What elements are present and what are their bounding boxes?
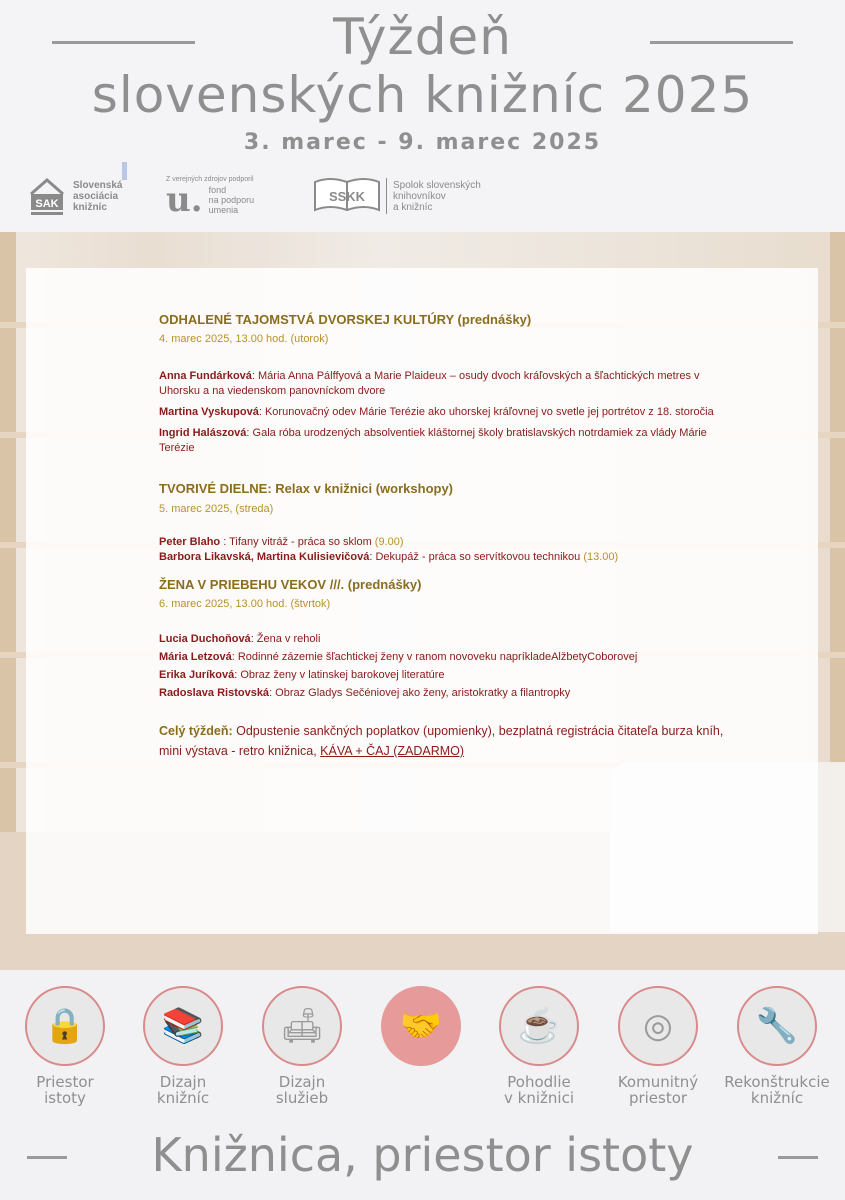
icon-label-renovation: Rekonštrukcie knižníc: [724, 1073, 830, 1107]
lecture-item: Erika Juríková: Obraz ženy v latinskej barokovej literatúre: [159, 669, 445, 681]
lecture-item: Ingrid Halászová: Gala róba urodzených absolventiek kláštornej školy bratislavských notrdamiek za vlády Márie Terézie: [159, 427, 707, 454]
fpu-logo: [166, 176, 255, 220]
sak-text-2: asociácia: [73, 190, 119, 202]
library-interior-icon: 📚: [143, 986, 223, 1066]
fpu-mark: u.: [166, 180, 203, 220]
renovation-icon: 🔧: [737, 986, 817, 1066]
fpu-top-text: Z verejných zdrojov podporil: [166, 176, 254, 183]
title-line2: slovenských knižníc 2025: [91, 66, 754, 124]
sak-mark: SAK: [35, 198, 59, 210]
lecture-item: Lucia Duchoňová: Žena v reholi: [159, 633, 321, 645]
sskk-book-icon: [312, 176, 382, 216]
workshop-item: Barbora Likavská, Martina Kulisievičová: Dekupáž - práca so servítkovou technikou (13.00): [159, 551, 619, 563]
lecture-item: Mária Letzová: Rodinné zázemie šľachtickej ženy v ranom novoveku napríkladeAlžbetyCoborovej: [159, 651, 638, 663]
section2-title: TVORIVÉ DIELNE: Relax v knižnici (workshopy): [159, 481, 454, 496]
header: [0, 0, 845, 232]
workshop-item: Peter Blaho : Tifany vitráž - práca so sklom (9.00): [159, 536, 404, 548]
icon-label-community: Komunitný priestor: [617, 1073, 699, 1107]
lock-icon: 🔒: [25, 986, 105, 1066]
section1-date: 4. marec 2025, 13.00 hod. (utorok): [159, 333, 329, 345]
sak-text-1: Slovenská: [73, 179, 123, 191]
lecture-item: Anna Fundárková: Mária Anna Pálffyová a Marie Plaideux – osudy dvoch kráľovských a šľachtických metres v Uhorsku a na viedenskom panovníckom dvore: [159, 370, 700, 397]
community-circle-icon: ◎: [618, 986, 698, 1066]
sak-text-3: knižníc: [73, 201, 107, 213]
whole-week-label: Celý týždeň:: [159, 724, 233, 738]
coffee-tea-link[interactable]: KÁVA + ČAJ (ZADARMO): [320, 744, 465, 758]
fpu-text-3: umenia: [208, 205, 239, 215]
lecture-item: Martina Vyskupová: Korunovačný odev Márie Terézie ako uhorskej kráľovnej vo svetle jej portrétov z 18. storočia: [159, 406, 714, 418]
cursor-mark: [122, 162, 127, 180]
service-room-icon: 🛋: [262, 986, 342, 1066]
icon-label-security: Priestor istoty: [36, 1073, 94, 1107]
books-coffee-icon: ☕: [499, 986, 579, 1066]
fpu-text-1: fond: [208, 185, 227, 195]
event-dates: 3. marec - 9. marec 2025: [243, 130, 602, 155]
section3-date: 6. marec 2025, 13.00 hod. (štvrtok): [159, 598, 331, 610]
sskk-logo: [312, 176, 481, 216]
sskk-text-3: a knižníc: [393, 201, 433, 213]
icon-label-service-design: Dizajn služieb: [275, 1073, 329, 1107]
program: [159, 310, 739, 761]
section1-title: ODHALENÉ TAJOMSTVÁ DVORSKEJ KULTÚRY (prednášky): [159, 312, 532, 327]
sskk-mark: SSKK: [328, 189, 366, 204]
handshake-icon: 🤝: [381, 986, 461, 1066]
icon-label-library-design: Dizajn knižníc: [156, 1073, 210, 1107]
sskk-text-2: knihovníkov: [393, 190, 446, 202]
lecture-item: Radoslava Ristovská: Obraz Gladys Sečéniovej ako ženy, aristokratky a filantropky: [159, 687, 571, 699]
section2-date: 5. marec 2025, (streda): [159, 503, 274, 515]
fpu-text-2: na podporu: [208, 195, 255, 205]
sskk-text-1: Spolok slovenských: [393, 179, 481, 191]
title-line1: Týždeň: [333, 8, 512, 66]
section3-title: ŽENA V PRIEBEHU VEKOV ///. (prednášky): [159, 577, 422, 592]
sak-logo: [27, 176, 122, 216]
whole-week-note: Celý týždeň: Odpustenie sankčných poplatkov (upomienky), bezplatná registrácia čitateľa burza kníh, mini výstava - retro knižnica, KÁVA + ČAJ (ZADARMO): [159, 724, 724, 758]
slogan: Knižnica, priestor istoty: [151, 1128, 694, 1182]
sak-house-icon: [27, 176, 67, 216]
icon-label-comfort: Pohodlie v knižnici: [504, 1073, 574, 1107]
